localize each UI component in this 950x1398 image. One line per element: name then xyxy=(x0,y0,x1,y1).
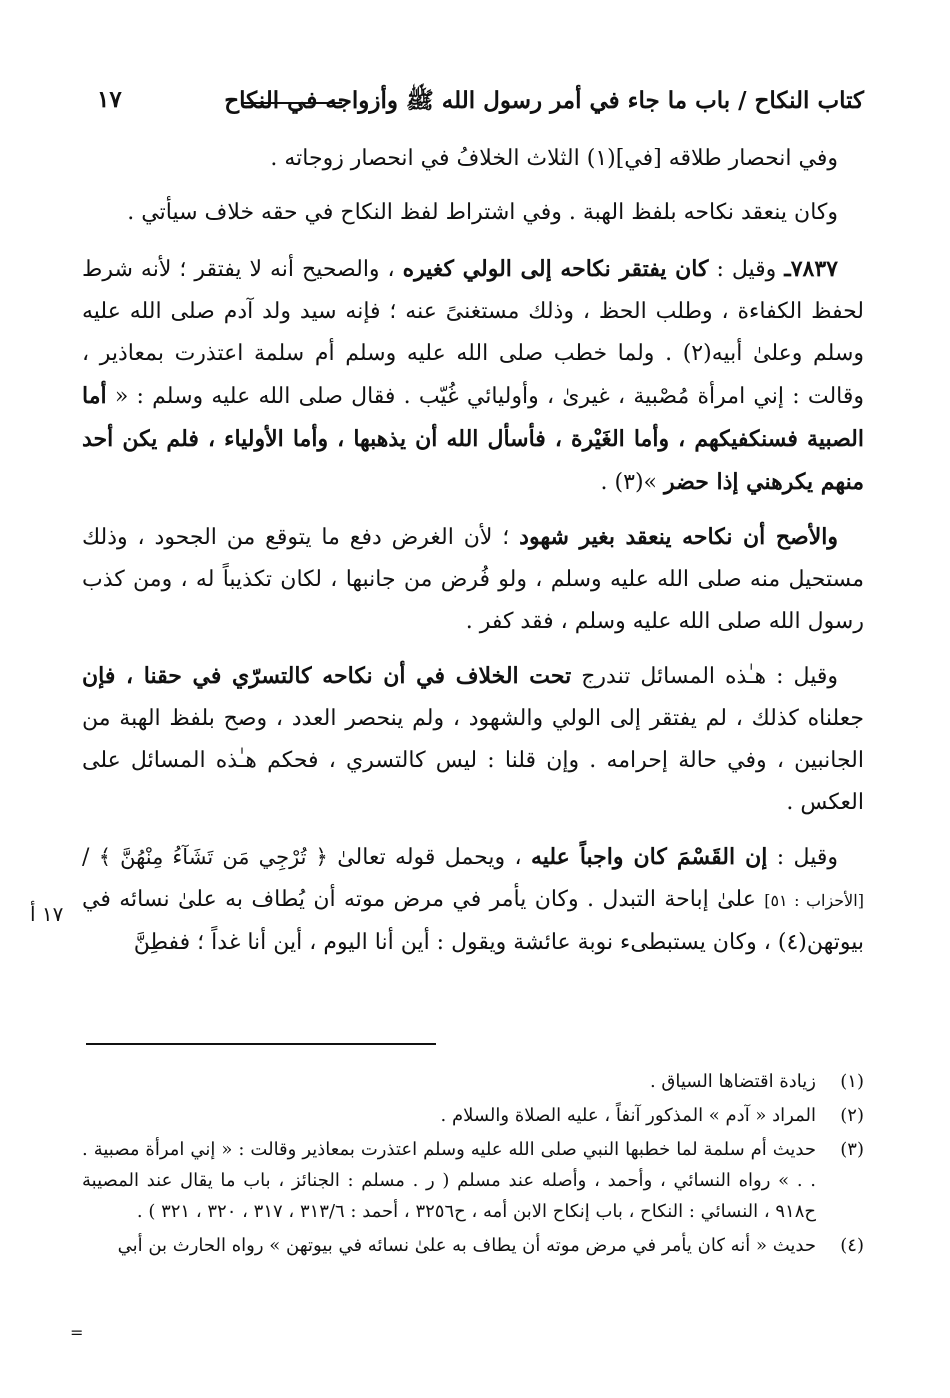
header-rule xyxy=(242,102,342,104)
paragraph-2: وكان ينعقد نكاحه بلفظ الهبة . وفي اشتراط لفظ النكاح في حقه خلاف سيأتي . xyxy=(127,200,838,225)
header-title: كتاب النكاح / باب ما جاء في أمر رسول الله ﷺ وأزواجه في النكاح xyxy=(224,87,864,114)
continuation-mark: = xyxy=(70,1323,84,1342)
quran-verse: ﴿ تُرْجِي مَن تَشَآءُ مِنْهُنَّ ﴾ xyxy=(98,845,328,869)
paragraph-4: والأصح أن نكاحه ينعقد بغير شهود ؛ لأن الغرض دفع ما يتوقع من الجحود ، وذلك مستحيل منه صلى الله عليه وسلم ، ولو فُرض من جانبها ، لكان تكذيباً له ، ومن كذب رسول الله صلى الله عليه وسلم ، فقد كفر . xyxy=(82,524,864,634)
footnote-1: (١) زيادة اقتضاها السياق . xyxy=(649,1071,864,1092)
paragraph-1: وفي انحصار طلاقه [في](١) الثلاث الخلافُ في انحصار زوجاته . xyxy=(270,146,838,171)
issue-number: ٧٨٣٧ـ xyxy=(784,256,838,282)
page-number: ١٧ xyxy=(97,86,122,113)
paragraph-6: وقيل : إن القَسْمَ كان واجباً عليه ، ويحمل قوله تعالىٰ ﴿ تُرْجِي مَن تَشَآءُ مِنْهُنَّ ﴾ / [الأحزاب : ٥١] علىٰ إباحة التبدل . وكان يأمر في مرض موته أن يُطاف به علىٰ نسائه في بيوتهن(٤) ، وكان يستبطىء نوبة عائشة ويقول : أين أنا اليوم ، أين أنا غداً ؛ ففطِنَّ xyxy=(82,844,864,955)
surah-reference: [الأحزاب : ٥١] xyxy=(764,891,864,910)
footnote-4: (٤) حديث « أنه كان يأمر في مرض موته أن يطاف به علىٰ نسائه في بيوتهن » رواه الحارث بن أبي xyxy=(117,1235,864,1256)
footnotes xyxy=(82,1066,864,1264)
main-text xyxy=(82,138,864,976)
footnote-2: (٢) المراد « آدم » المذكور آنفاً ، عليه الصلاة والسلام . xyxy=(440,1105,864,1126)
footnote-3: (٣) حديث أم سلمة لما خطبها النبي صلى الله عليه وسلم اعتذرت بمعاذير وقالت : « إني امرأة مصبية . . . » رواه النسائي ، وأحمد ، وأصله عند مسلم ( ر . مسلم : الجنائز ، باب ما يقال عند المصيبة ح٩١٨ ، النسائي : النكاح ، باب إنكاح الابن أمه ، ح٣٢٥٦ ، أحمد : ٣١٣/٦ ، ٣١٧ ، ٣٢٠ ، ٣٢١ ) . xyxy=(82,1139,864,1222)
footnote-divider xyxy=(86,1043,436,1045)
paragraph-5: وقيل : هـٰذه المسائل تندرج تحت الخلاف في أن نكاحه كالتسرّي في حقنا ، فإن جعلناه كذلك ، لم يفتقر إلى الولي والشهود ، ولم ينحصر العدد ، وصح بلفظ الهبة من الجانبين ، وفي حالة إحرامه . وإن قلنا : ليس كالتسري ، فحكم هـٰذه المسائل على العكس . xyxy=(82,663,864,815)
paragraph-3: ٧٨٣٧ـ وقيل : كان يفتقر نكاحه إلى الولي كغيره ، والصحيح أنه لا يفتقر ؛ لأنه شرط لحفظ الكفاءة ، وطلب الحظ ، وذلك مستغنىً عنه ؛ فإنه سيد ولد آدم صلى الله عليه وسلم وعلىٰ أبيه(٢) . ولما خطب صلى الله عليه وسلم أم سلمة اعتذرت بمعاذير ، وقالت : إني امرأة مُصْبية ، غيرىٰ ، وأوليائي غُيّب . فقال صلى الله عليه وسلم : « أما الصبية فسنكفيكهم ، وأما الغَيْرة ، فأسأل الله أن يذهبها ، وأما الأولياء ، فلم يكن أحد منهم يكرهني إذا حضر »(٣) . xyxy=(82,256,865,495)
running-header xyxy=(82,82,864,122)
manuscript-folio-marker: ١٧ أ xyxy=(30,902,64,926)
